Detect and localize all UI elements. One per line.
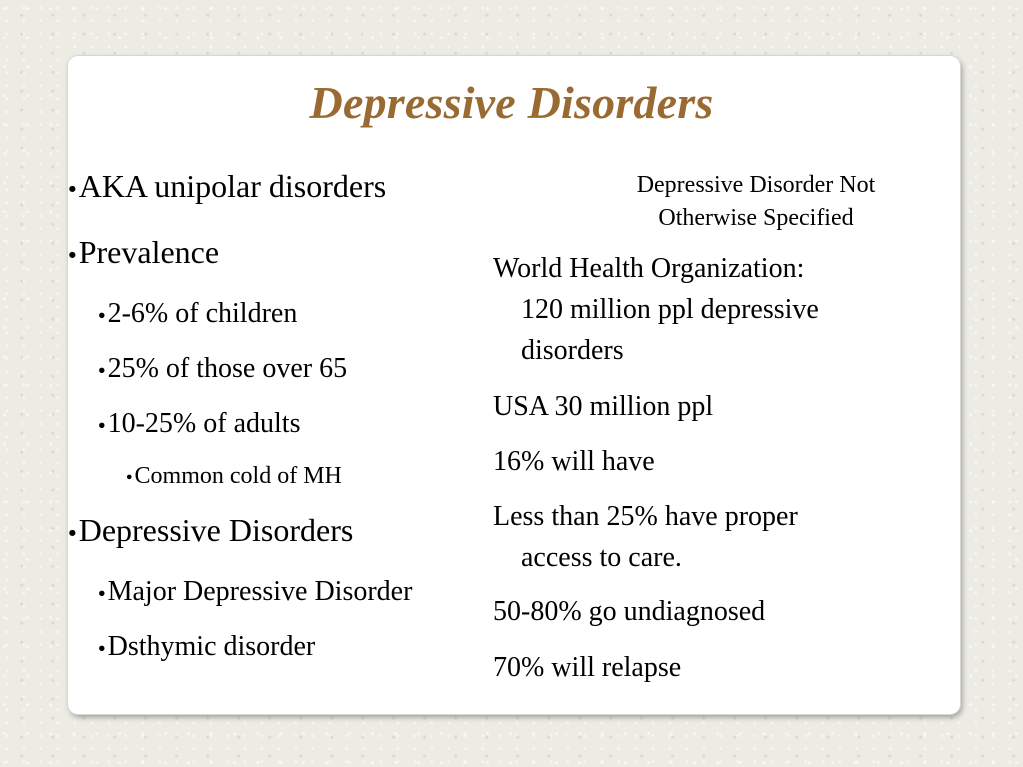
bullet-text: AKA unipolar disorders <box>78 168 387 204</box>
relapse-paragraph <box>493 647 681 688</box>
bullet-dot: ● <box>126 471 133 484</box>
who-paragraph <box>493 248 819 371</box>
bullet-dysthymic <box>98 631 315 663</box>
bullet-children <box>98 298 297 330</box>
access-paragraph <box>493 496 798 578</box>
bullet-dot: ● <box>98 418 106 433</box>
who-line-3: disorders <box>521 335 624 366</box>
bullet-text: Major Depressive Disorder <box>107 576 413 607</box>
bullet-dot: ● <box>98 641 106 656</box>
bullet-text: 25% of those over 65 <box>107 353 348 384</box>
nos-line-1: Depressive Disorder Not <box>636 172 876 198</box>
bullet-dot: ● <box>98 363 106 378</box>
bullet-text: 2-6% of children <box>107 298 298 329</box>
bullet-text: 10-25% of adults <box>107 408 301 439</box>
who-line-2: 120 million ppl depressive <box>521 294 819 325</box>
usa-text: USA 30 million ppl <box>493 391 714 422</box>
nos-line-2: Otherwise Specified <box>658 205 854 231</box>
bullet-adults <box>98 408 300 440</box>
access-line-1: Less than 25% have proper <box>493 501 798 532</box>
bullet-dot: ● <box>68 247 77 264</box>
bullet-text: Common cold of MH <box>134 463 342 489</box>
will-have-paragraph <box>493 441 655 482</box>
bullet-text: Dsthymic disorder <box>107 631 316 662</box>
relapse-text: 70% will relapse <box>493 652 682 683</box>
will-have-text: 16% will have <box>493 446 655 477</box>
bullet-aka <box>68 168 386 205</box>
bullet-over65 <box>98 353 347 385</box>
bullet-dot: ● <box>68 181 77 198</box>
undiagnosed-text: 50-80% go undiagnosed <box>493 596 766 627</box>
bullet-dot: ● <box>98 308 106 323</box>
bullet-dot: ● <box>98 586 106 601</box>
bullet-prevalence <box>68 234 219 271</box>
bullet-text: Prevalence <box>78 234 220 270</box>
slide-title: Depressive Disorders <box>309 77 714 128</box>
access-line-2: access to care. <box>521 542 682 573</box>
bullet-cold <box>126 463 342 490</box>
nos-note <box>556 169 956 235</box>
bullet-text: Depressive Disorders <box>78 512 354 548</box>
undiagnosed-paragraph <box>493 591 765 632</box>
bullet-dot: ● <box>68 525 77 542</box>
bullet-disorders <box>68 512 353 549</box>
who-line-1: World Health Organization: <box>493 253 805 284</box>
usa-paragraph <box>493 386 713 427</box>
bullet-major <box>98 576 412 608</box>
